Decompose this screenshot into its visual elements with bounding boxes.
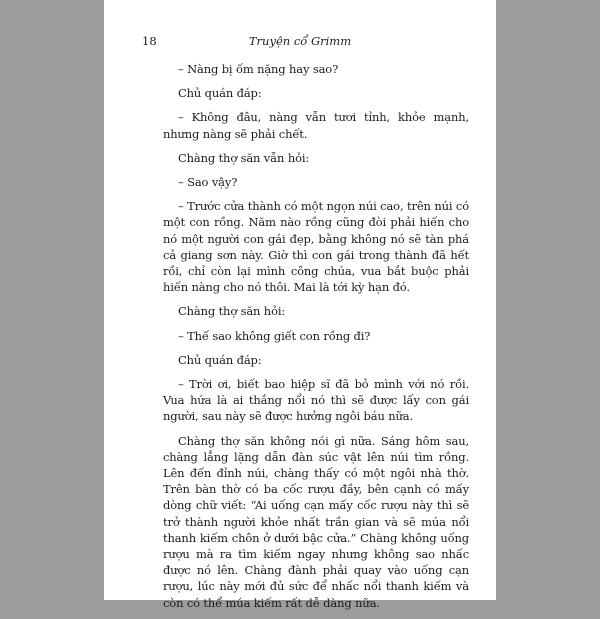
paragraph: Chàng thợ săn vẫn hỏi: [178,150,310,165]
paragraph: Chủ quán đáp: [178,352,262,367]
page-header [142,34,458,48]
paragraph: Chàng thợ săn không nói gì nữa. Sáng hôm sau, chàng lẳng lặng dẫn đàn súc vật lên núi tìm rồng. Lên đến đỉnh núi, chàng thấy có một ngôi nhà thờ. Trên bàn thờ có ba cốc rượu đầy, bên cạnh có mấy dòng chữ viết: “Ai uống cạn mấy cốc rượu này thì sẽ trở thành người khỏe nhất trần gian và sẽ múa nổi thanh kiếm chôn ở dưới bậc cửa.” Chàng không uống rượu mà ra tìm kiếm ngay nhưng không sao nhấc được nó lên. Chàng đành phải quay vào uống cạn rượu, lúc này mới đủ sức để nhấc nổi thanh kiếm và còn có thể múa kiếm rất dễ dàng nữa. [163,433,469,610]
paragraph: Chàng thợ săn hỏi: [178,304,286,319]
page-number: 18 [142,34,157,48]
paragraph: – Trời ơi, biết bao hiệp sĩ đã bỏ mình với nó rồi. Vua hứa là ai thắng nổi nó thì sẽ được lấy con gái người, sau này sẽ được hưởng ngôi báu nữa. [163,377,469,424]
paragraph: – Trước cửa thành có một ngọn núi cao, trên núi có một con rồng. Năm nào rồng cũng đòi phải hiến cho nó một người con gái đẹp, bằng không nó sẽ tàn phá cả giang sơn này. Giờ thì con gái trong thành đã hết rồi, chỉ còn lại mình công chúa, vua bắt buộc phải hiến nàng cho nó thôi. Mai là tới kỳ hạn đó. [163,199,469,295]
paragraph: – Thế sao không giết con rồng đi? [178,328,371,343]
paragraph: – Sao vậy? [178,175,238,190]
running-title: Truyện cổ Grimm [248,34,352,48]
paragraph: Chủ quán đáp: [178,86,262,101]
page-body [163,61,469,619]
paragraph: – Nàng bị ốm nặng hay sao? [178,62,339,76]
book-page [104,0,496,610]
paragraph: – Không đâu, nàng vẫn tươi tỉnh, khỏe mạnh, nhưng nàng sẽ phải chết. [163,110,469,141]
